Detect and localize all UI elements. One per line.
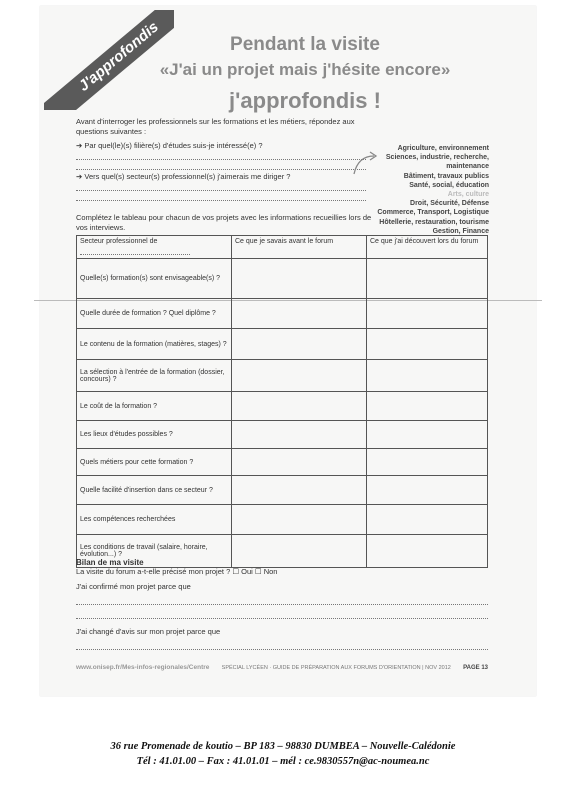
footer-note: SPÉCIAL LYCÉEN · GUIDE DE PRÉPARATION AUX FORUMS D'ORIENTATION | NOV 2012 [221,664,451,671]
sector-item: Bâtiment, travaux publics [403,172,489,180]
row-label: Quelle(s) formation(s) sont envisageable(s) ? [77,259,232,299]
answer-line[interactable] [76,150,366,160]
cell-before[interactable] [232,449,367,476]
cell-after[interactable] [367,421,488,449]
table-header-row [77,236,488,259]
answer-line[interactable] [76,594,488,605]
address-line-2: Tél : 41.01.00 – Fax : 41.01.01 – mél : ce.9830557n@ac-noumea.nc [136,756,430,767]
cell-after[interactable] [367,329,488,360]
table-row [77,329,488,360]
interview-table [76,235,488,568]
question-secteur [76,172,366,201]
question-secteur-label: ➔ Vers quel(s) secteur(s) professionnel(s) j'aimerais me diriger ? [76,172,291,181]
table-row [77,421,488,449]
row-label: Les conditions de travail (salaire, horaire, évolution...) ? [77,535,232,568]
footer-url[interactable]: www.onisep.fr/Mes-infos-regionales/Centre [76,664,210,671]
intro-text: Avant d'interroger les professionnels sur les formations et les métiers, répondez aux questions suivantes : [76,117,355,136]
sector-item: Commerce, Transport, Logistique [377,209,489,217]
table-row [77,259,488,299]
cell-before[interactable] [232,476,367,505]
sector-item: Hôtellerie, restauration, tourisme [379,218,489,226]
header-after: Ce que j'ai découvert lors du forum [367,236,488,259]
answer-line[interactable] [76,160,366,170]
cell-before[interactable] [232,360,367,392]
table-row [77,449,488,476]
cell-after[interactable] [367,259,488,299]
bilan-section [76,558,488,650]
answer-line[interactable] [76,639,488,650]
answer-line[interactable] [76,608,488,619]
answer-line[interactable] [76,181,366,191]
row-label: Les lieux d'études possibles ? [77,421,232,449]
sector-item: Agriculture, environnement [397,145,489,152]
row-label: Le coût de la formation ? [77,392,232,421]
sector-item: maintenance [446,163,489,171]
row-label: Quels métiers pour cette formation ? [77,449,232,476]
row-label: La sélection à l'entrée de la formation (dossier, concours) ? [77,360,232,392]
table-row [77,392,488,421]
title-line-2: «J'ai un projet mais j'hésite encore» [159,60,451,79]
title-line-1: Pendant la visite [230,34,380,55]
address-line-1: 36 rue Promenade de koutio – BP 183 – 98830 DUMBEA – Nouvelle-Calédonie [110,741,456,752]
row-label: Les compétences recherchées [77,505,232,535]
table-intro: Complétez le tableau pour chacun de vos projets avec les informations recueillies lors de vos interviews. [76,213,372,232]
row-label: Quelle durée de formation ? Quel diplôme ? [77,299,232,329]
row-label: Le contenu de la formation (matières, stages) ? [77,329,232,360]
sector-item: Arts, culture [447,191,489,199]
row-label: Quelle facilité d'insertion dans ce secteur ? [77,476,232,505]
sector-item: Gestion, Finance [432,227,489,235]
header-before: Ce que je savais avant le forum [232,236,367,259]
cell-before[interactable] [232,259,367,299]
page-footer [76,664,488,671]
cell-before[interactable] [232,392,367,421]
table-row [77,299,488,329]
question-filiere [76,141,366,170]
sector-input-line[interactable] [80,245,190,255]
question-filiere-label: ➔ Par quel(le)(s) filière(s) d'études suis-je intéressé(e) ? [76,141,263,150]
bilan-title: Bilan de ma visite [76,558,144,567]
bilan-changed: J'ai changé d'avis sur mon projet parce que [76,627,221,636]
title-line-3: j'approfondis ! [229,88,381,113]
cell-before[interactable] [232,421,367,449]
cell-after[interactable] [367,360,488,392]
bilan-question[interactable]: La visite du forum a-t-elle précisé mon projet ? ☐ Oui ☐ Non [76,567,278,576]
header-sector: Secteur professionnel de [77,236,232,259]
bilan-confirmed: J'ai confirmé mon projet parce que [76,582,191,591]
sector-item: Santé, social, éducation [409,181,489,189]
ribbon-label: J'approfondis [44,10,174,110]
sector-item: Droit, Sécurité, Défense [410,200,489,208]
table-row [77,476,488,505]
cell-before[interactable] [232,299,367,329]
cell-after[interactable] [367,299,488,329]
cell-after[interactable] [367,476,488,505]
cell-after[interactable] [367,449,488,476]
sector-item: Sciences, industrie, recherche, [385,154,489,162]
table-row [77,505,488,535]
cell-before[interactable] [232,329,367,360]
page-number: PAGE 13 [463,664,488,671]
cell-after[interactable] [367,392,488,421]
cell-after[interactable] [367,505,488,535]
cell-before[interactable] [232,505,367,535]
table-row [77,360,488,392]
answer-line[interactable] [76,191,366,201]
